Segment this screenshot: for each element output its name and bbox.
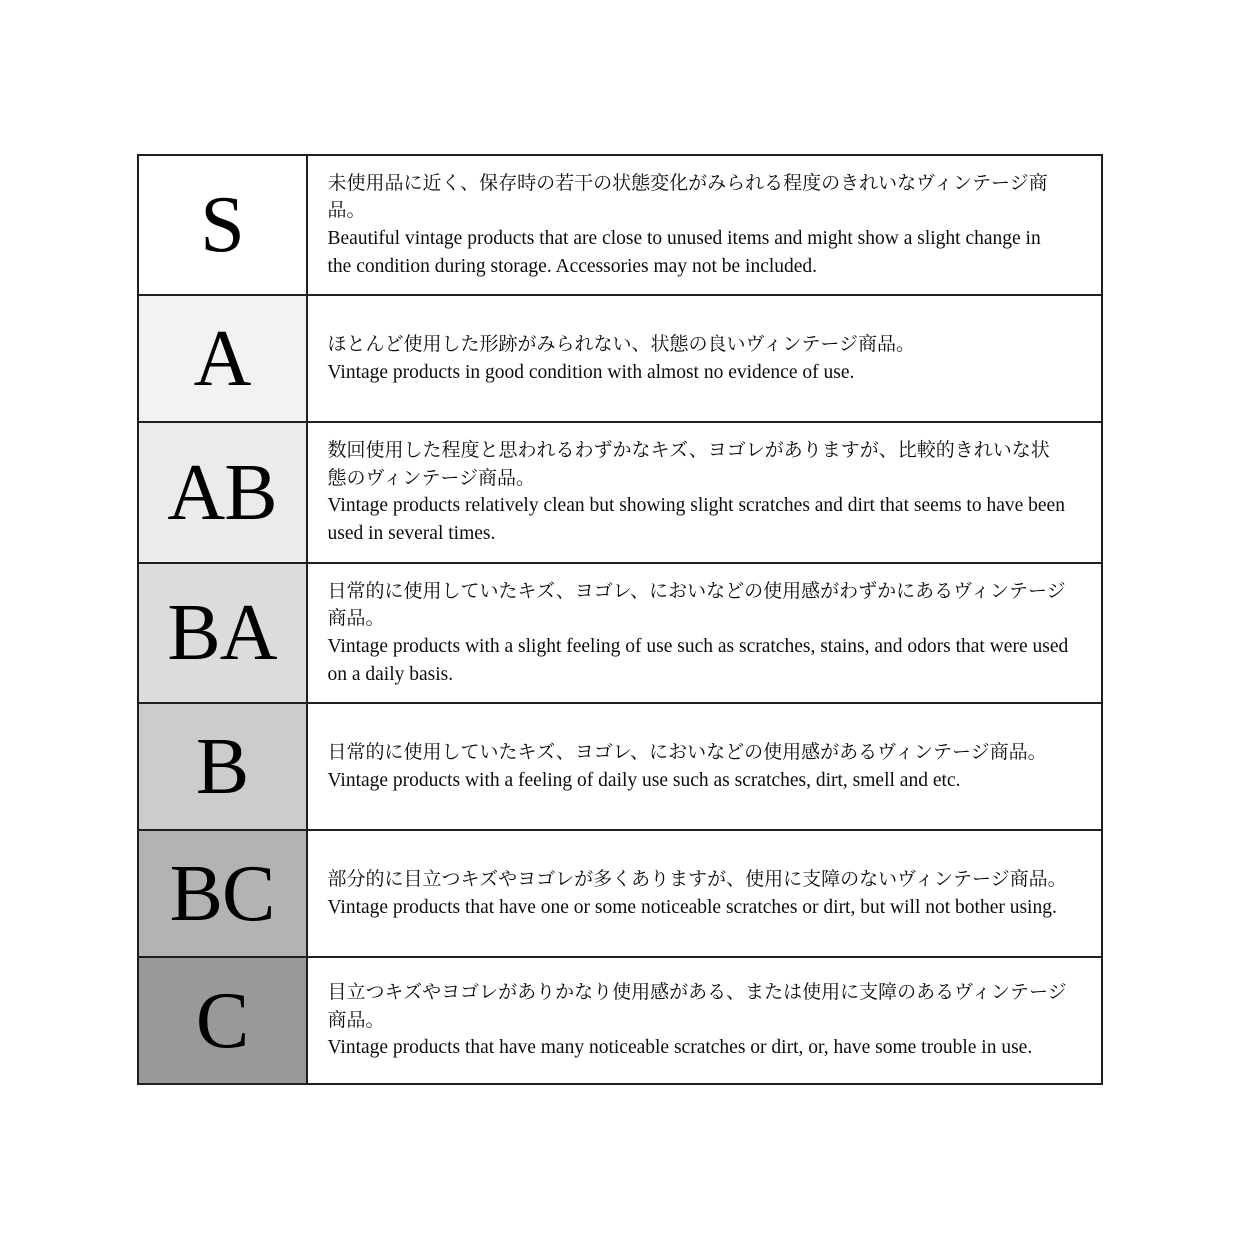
description-cell (307, 155, 1102, 295)
description-cell (307, 703, 1102, 830)
grade-label: AB (167, 448, 277, 537)
grade-cell (138, 563, 307, 703)
description-english: Vintage products that have one or some noticeable scratches or dirt, but will not bother using. (327, 896, 1057, 918)
table-row-grade-a (138, 295, 1102, 422)
table-row-grade-bc (138, 830, 1102, 957)
description-english: Vintage products relatively clean but showing slight scratches and dirt that seems to have been used in several times. (327, 495, 1065, 545)
grade-label: BC (169, 849, 275, 938)
grade-label: S (200, 181, 244, 270)
description-japanese: 目立つキズやヨゴレがありかなり使用感がある、または使用に支障のあるヴィンテージ商品。 (327, 982, 1067, 1031)
grade-label: A (193, 314, 251, 403)
description-cell (307, 422, 1102, 562)
description-japanese: 未使用品に近く、保存時の若干の状態変化がみられる程度のきれいなヴィンテージ商品。 (327, 172, 1048, 222)
description-japanese: 日常的に使用していたキズ、ヨゴレ、においなどの使用感がわずかにあるヴィンテージ商品。 (327, 580, 1066, 630)
table-row-grade-ab (138, 422, 1102, 562)
description-cell (307, 957, 1102, 1084)
grade-cell (138, 422, 307, 562)
grade-label: C (195, 976, 249, 1065)
table-row-grade-ba (138, 563, 1102, 703)
table-row-grade-s (138, 155, 1102, 295)
grade-cell (138, 703, 307, 830)
grade-cell (138, 295, 307, 422)
description-english: Vintage products in good condition with almost no evidence of use. (327, 361, 855, 383)
description-japanese: 日常的に使用していたキズ、ヨゴレ、においなどの使用感があるヴィンテージ商品。 (327, 742, 1047, 764)
description-english: Beautiful vintage products that are close to unused items and might show a slight change in the condition during storage. Accessories may not be included. (327, 227, 1041, 277)
table-row-grade-c (138, 957, 1102, 1084)
description-japanese: ほとんど使用した形跡がみられない、状態の良いヴィンテージ商品。 (327, 334, 915, 356)
description-english: Vintage products with a slight feeling of use such as scratches, stains, and odors that were used on a daily basis. (327, 635, 1069, 685)
description-japanese: 部分的に目立つキズやヨゴレが多くありますが、使用に支障のないヴィンテージ商品。 (327, 869, 1067, 891)
description-cell (307, 295, 1102, 422)
condition-grade-table-body (138, 155, 1102, 1084)
grade-cell (138, 155, 307, 295)
grade-cell (138, 830, 307, 957)
description-english: Vintage products with a feeling of daily use such as scratches, dirt, smell and etc. (327, 769, 961, 791)
description-japanese: 数回使用した程度と思われるわずかなキズ、ヨゴレがありますが、比較的きれいな状態のヴィンテージ商品。 (327, 440, 1050, 489)
grade-cell (138, 957, 307, 1084)
table-row-grade-b (138, 703, 1102, 830)
description-cell (307, 563, 1102, 703)
condition-grade-table (137, 154, 1103, 1085)
grade-label: BA (167, 588, 277, 677)
grade-label: B (195, 722, 249, 811)
description-cell (307, 830, 1102, 957)
description-english: Vintage products that have many noticeable scratches or dirt, or, have some trouble in use. (327, 1037, 1033, 1059)
